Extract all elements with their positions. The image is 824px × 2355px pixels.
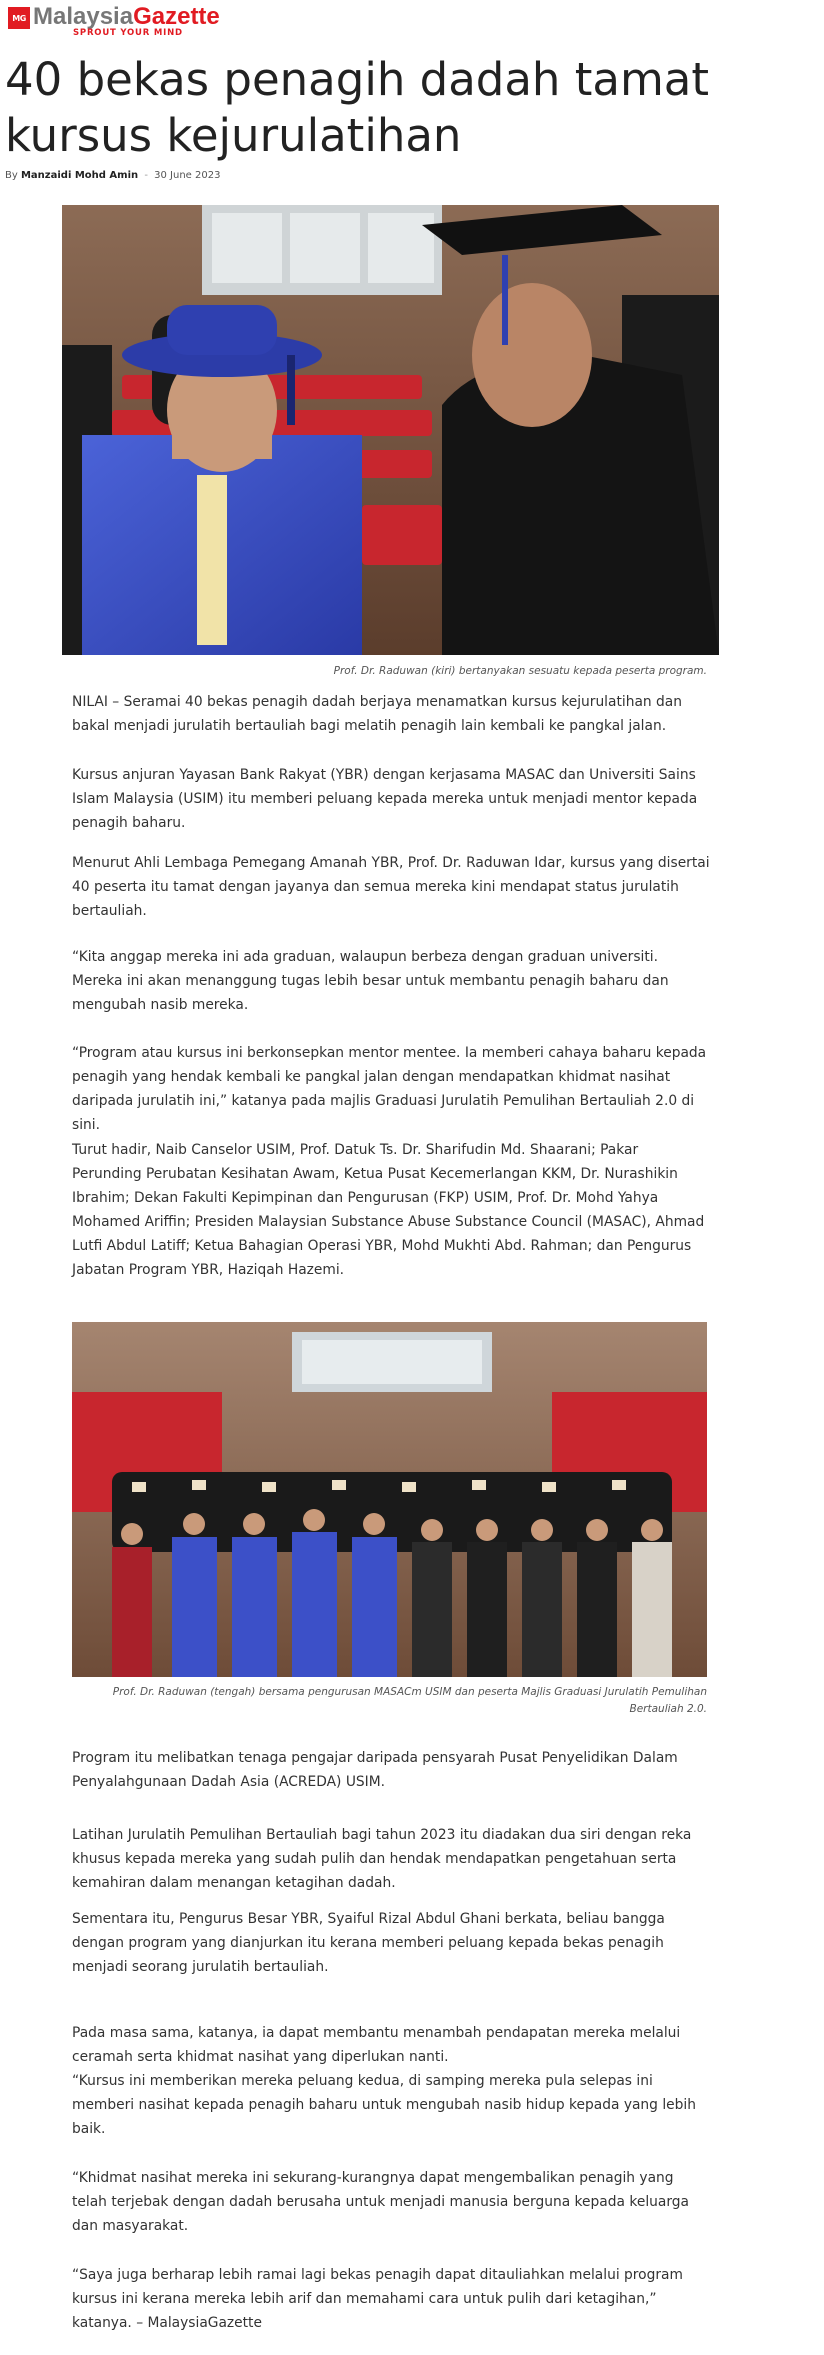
image-1-caption: Prof. Dr. Raduwan (kiri) bertanyakan sesuatu kepada peserta program. bbox=[333, 665, 707, 677]
logo-name-part2: Gazette bbox=[133, 3, 220, 30]
by-label: By bbox=[5, 170, 18, 181]
paragraph-5: “Program atau kursus ini berkonsepkan mentor mentee. Ia memberi cahaya baharu kepada penagih yang hendak kembali ke pangkal jalan dengan mendapatkan khidmat nasihat daripada jurulatih ini,” katanya pada majlis Graduasi Jurulatih Pemulihan Bertauliah 2.0 di sini. bbox=[72, 1045, 707, 1133]
paragraph-3: Menurut Ahli Lembaga Pemegang Amanah YBR, Prof. Dr. Raduwan Idar, kursus yang disertai 40 peserta itu tamat dengan jayanya dan semua mereka kini mendapat status jurulatih bertauliah. bbox=[72, 855, 710, 919]
byline bbox=[5, 170, 220, 181]
logo-mark-icon: MG bbox=[8, 7, 30, 29]
paragraph-9: Sementara itu, Pengurus Besar YBR, Syaiful Rizal Abdul Ghani berkata, beliau bangga dengan program yang dianjurkan itu kerana memberi peluang kepada bekas penagih menjadi seorang jurulatih bertauliah. bbox=[72, 1911, 665, 1975]
paragraph-8: Latihan Jurulatih Pemulihan Bertauliah bagi tahun 2023 itu diadakan dua siri dengan reka khusus kepada mereka yang sudah pulih dan hendak mendapatkan pengetahuan serta kemahiran dalam menangan ketagihan dadah. bbox=[72, 1827, 692, 1891]
paragraph-1: NILAI – Seramai 40 bekas penagih dadah berjaya menamatkan kursus kejurulatihan dan bakal menjadi jurulatih bertauliah bagi melatih penagih lain kembali ke pangkal jalan. bbox=[72, 694, 682, 734]
paragraph-11: “Kursus ini memberikan mereka peluang kedua, di samping mereka pula selepas ini memberi nasihat kepada penagih baharu untuk mengubah nasib hidup kepada yang lebih baik. bbox=[72, 2073, 696, 2137]
paragraph-6: Turut hadir, Naib Canselor USIM, Prof. Datuk Ts. Dr. Sharifudin Md. Shaarani; Pakar Perunding Perubatan Kesihatan Awam, Ketua Pusat Kecemerlangan KKM, Dr. Nurashikin Ibrahim; Dekan Fakulti Kepimpinan dan Pengurusan (FKP) USIM, Prof. Dr. Mohd Yahya Mohamed Ariffin; Presiden Malaysian Substance Abuse Substance Council (MASAC), Ahmad Lutfi Abdul Latiff; Ketua Bahagian Operasi YBR, Mohd Mukhti Abd. Rahman; dan Pengurus Jabatan Program YBR, Haziqah Hazemi. bbox=[72, 1142, 705, 1278]
paragraph-7: Program itu melibatkan tenaga pengajar daripada pensyarah Pusat Penyelidikan Dalam Penyalahgunaan Dadah Asia (ACREDA) USIM. bbox=[72, 1750, 678, 1790]
article-image-2 bbox=[72, 1322, 707, 1677]
article-title: 40 bekas penagih dadah tamat kursus kejurulatihan bbox=[5, 53, 710, 162]
author-link[interactable]: Manzaidi Mohd Amin bbox=[20, 170, 139, 181]
paragraph-2: Kursus anjuran Yayasan Bank Rakyat (YBR) dengan kerjasama MASAC dan Universiti Sains Islam Malaysia (USIM) itu memberi peluang kepada mereka untuk menjadi mentor kepada penagih baharu. bbox=[72, 767, 698, 831]
paragraph-12: “Khidmat nasihat mereka ini sekurang-kurangnya dapat mengembalikan penagih yang telah terjebak dengan dadah berusaha untuk menjadi manusia berguna kepada keluarga dan masyarakat. bbox=[72, 2170, 689, 2234]
image-2-caption: Prof. Dr. Raduwan (tengah) bersama pengurusan MASACm USIM dan peserta Majlis Graduasi Jurulatih Pemulihan Bertauliah 2.0. bbox=[112, 1686, 707, 1715]
paragraph-4: “Kita anggap mereka ini ada graduan, walaupun berbeza dengan graduan universiti. Mereka ini akan menanggung tugas lebih besar untuk membantu penagih baharu dan mengubah nasib mereka. bbox=[72, 949, 669, 1013]
paragraph-13: “Saya juga berharap lebih ramai lagi bekas penagih dapat ditauliahkan melalui program kursus ini kerana mereka lebih arif dan memahami cara untuk pulih dari ketagihan,” katanya. – MalaysiaGazette bbox=[72, 2267, 683, 2331]
graduation-conversation-photo bbox=[62, 205, 719, 655]
group-graduation-photo bbox=[72, 1322, 707, 1677]
paragraph-10: Pada masa sama, katanya, ia dapat membantu menambah pendapatan mereka melalui ceramah serta khidmat nasihat yang diperlukan nanti. bbox=[72, 2025, 681, 2065]
article-image-1 bbox=[62, 205, 719, 655]
logo-name-part1: Malaysia bbox=[33, 3, 134, 30]
byline-separator: - bbox=[144, 170, 148, 181]
site-logo[interactable] bbox=[8, 4, 220, 38]
publish-date: 30 June 2023 bbox=[154, 170, 221, 181]
logo-tagline: SPROUT YOUR MIND bbox=[73, 28, 183, 38]
